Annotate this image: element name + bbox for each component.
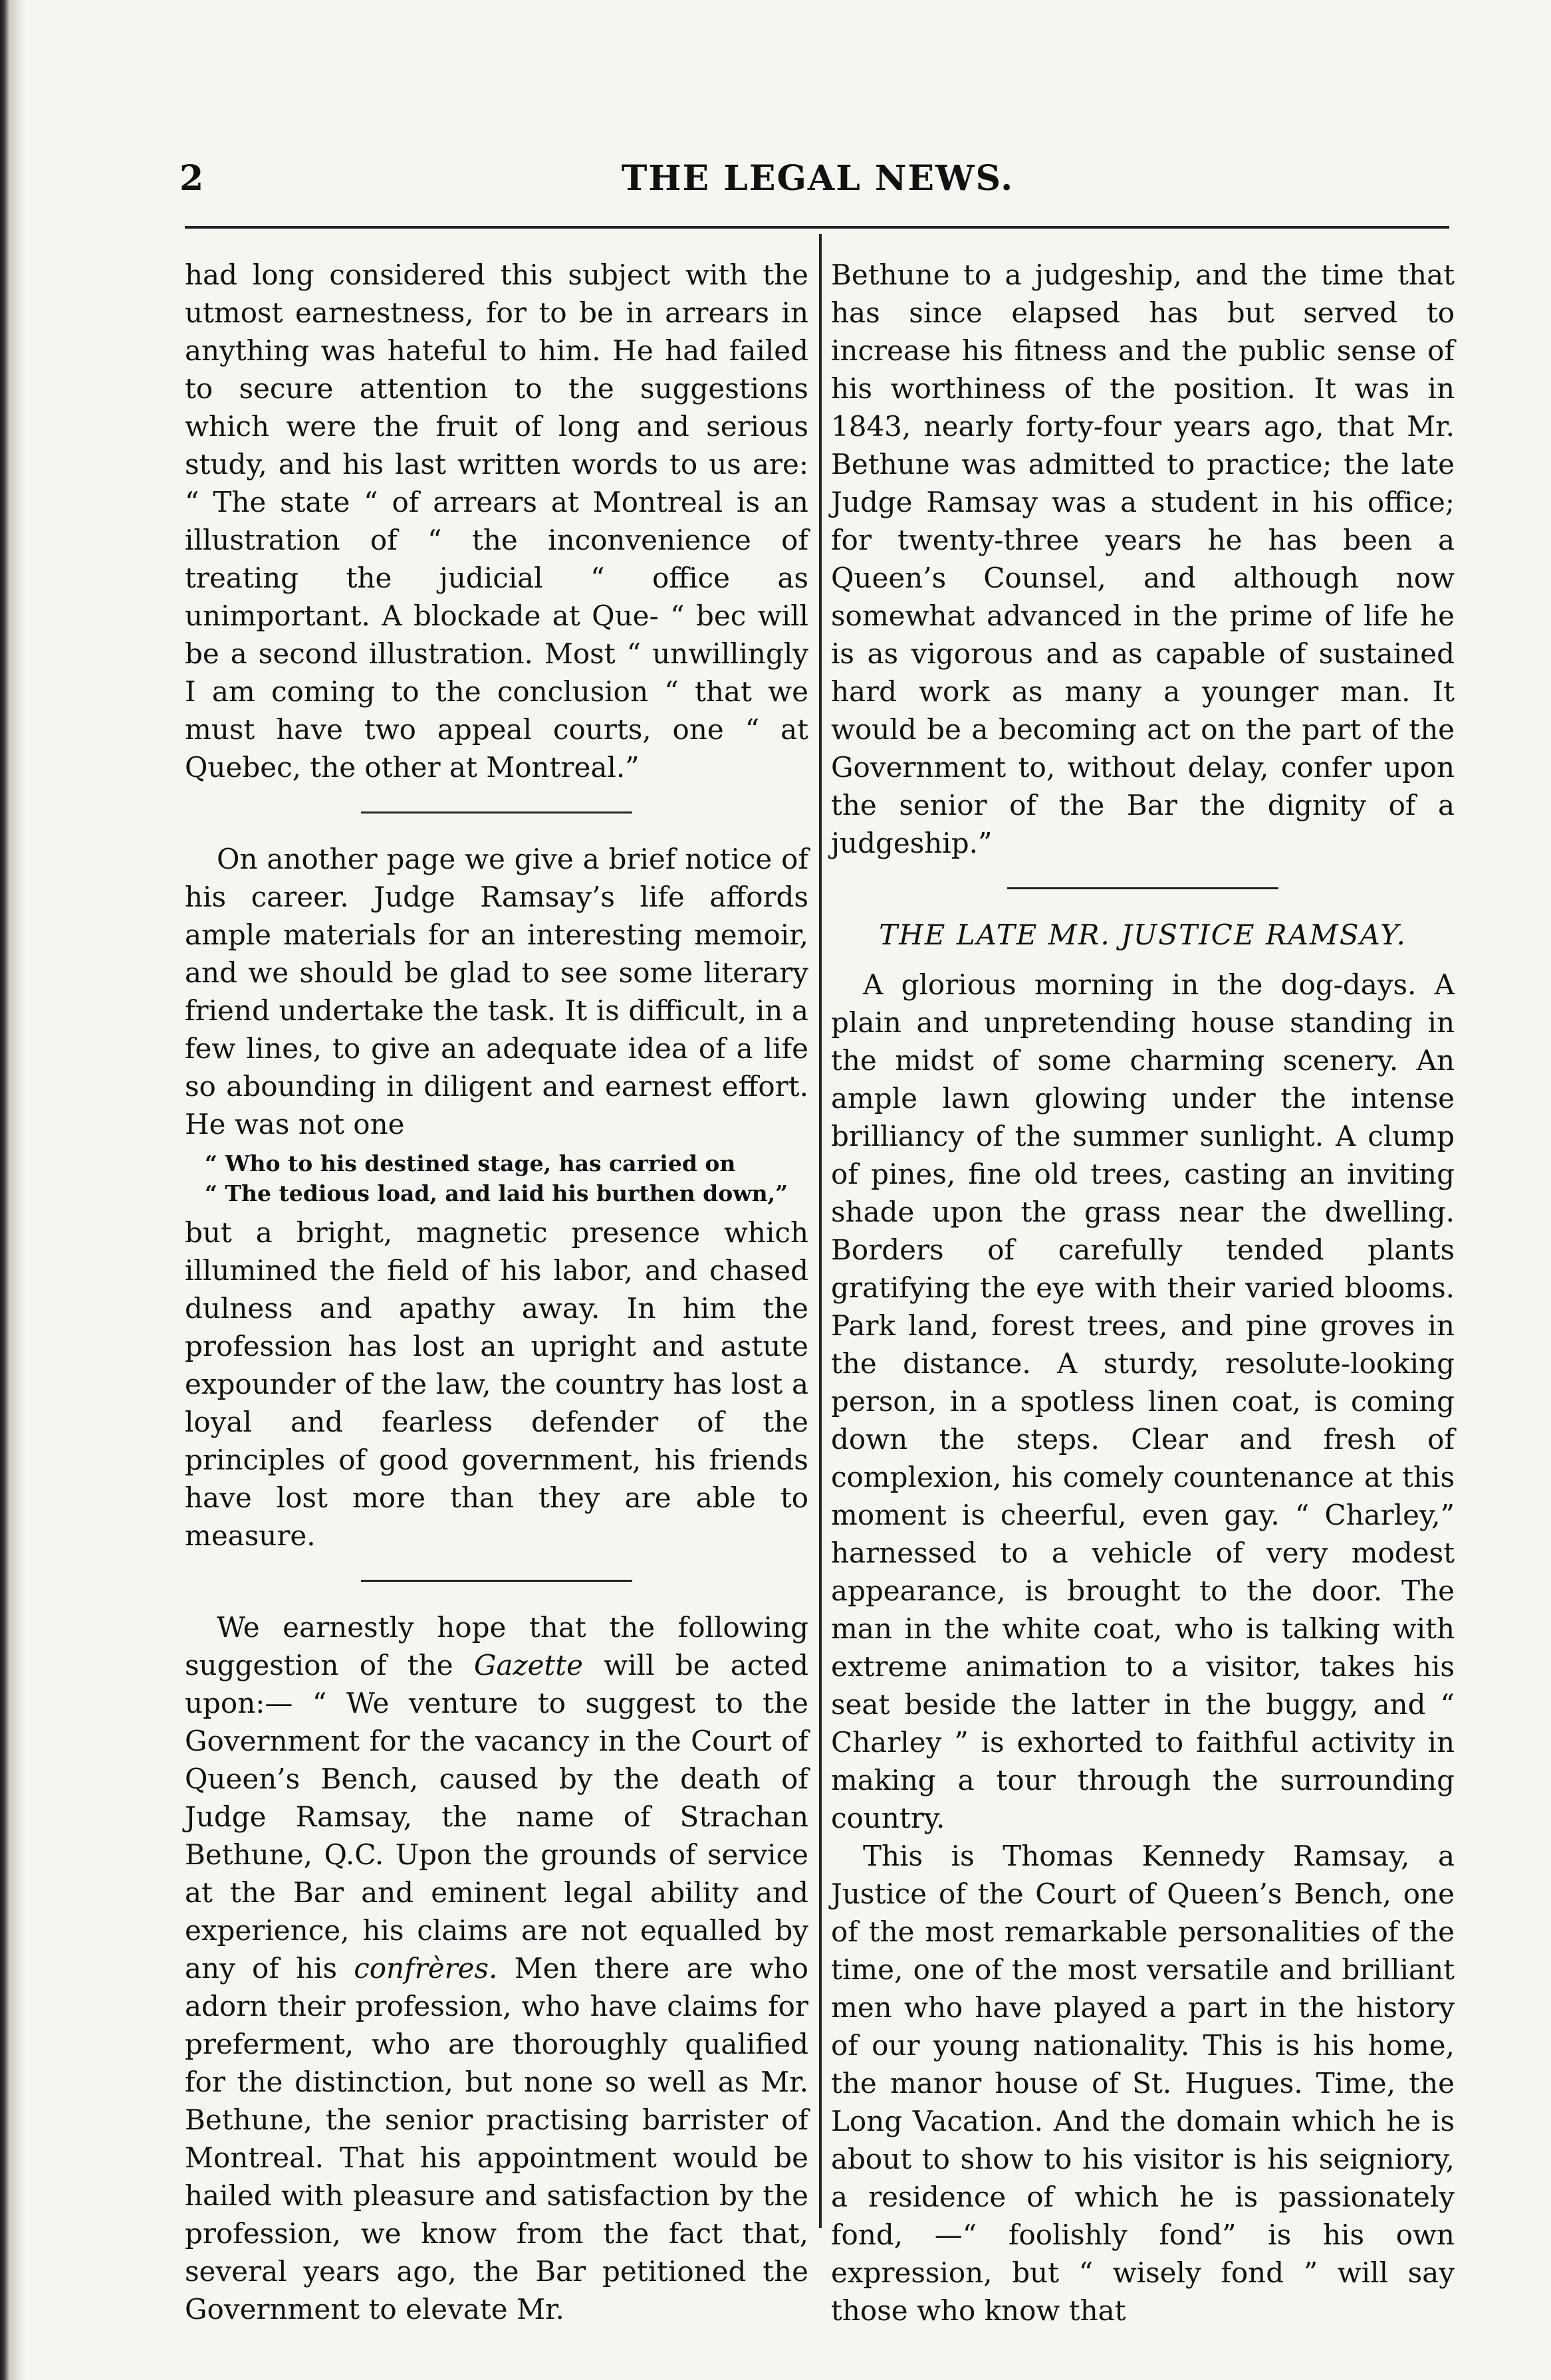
running-title: THE LEGAL NEWS. [621, 158, 1014, 199]
section-separator-rule [1007, 887, 1278, 889]
left-paragraph-1: had long considered this subject with the utmost earnestness, for to be in arrears in anything was hateful to him. He had failed to secure attention to the suggestions which were the fruit of long and serious study, and his last written words to us are: “ The state “ of arrears at Montreal is an illustration of “ the inconvenience of treating the judicial “ office as unimportant. A blockade at Que- “ bec will be a second illustration. Most “ unwillingly I am coming to the conclusion “ that we must have two appeal courts, one “ at Quebec, the other at Montreal.” [185, 259, 808, 784]
right-paragraph-1: Bethune to a judgeship, and the time that has since elapsed has but served to increase his fitness and the public sense of his worthiness of the position. It was in 1843, nearly forty-four years ago, that Mr. Bethune was admitted to practice; the late Judge Ramsay was a student in his office; for twenty-three years he has been a Queen’s Counsel, and although now somewhat advanced in the prime of life he is as vigorous and as capable of sustained hard work as many a younger man. It would be a becoming act on the part of the Government to, without delay, confer upon the senior of the Bar the dignity of a judgeship.” [831, 259, 1455, 859]
section-separator-rule [361, 811, 632, 813]
verse-line-1: “ Who to his destined stage, has carried on [205, 1150, 736, 1176]
section-separator-rule [361, 1580, 632, 1582]
page-binding-edge [0, 0, 25, 2380]
verse-quotation [205, 1148, 808, 1208]
right-paragraph-2: A glorious morning in the dog-days. A plain and unpretending house standing in the midst of some charming scenery. An ample lawn glowing under the intense brilliancy of the summer sunlight. A clump of pines, fine old trees, casting an inviting shade upon the grass near the dwelling. Borders of carefully tended plants gratifying the eye with their varied blooms. Park land, forest trees, and pine groves in the distance. A sturdy, resolute-looking person, in a spotless linen coat, is coming down the steps. Clear and fresh of complexion, his comely countenance at this moment is cheerful, even gay. “ Charley,” harnessed to a vehicle of very modest appearance, is brought to the door. The man in the white coat, who is talking with extreme animation to a visitor, takes his seat beside the latter in the buggy, and “ Charley ” is exhorted to faithful activity in making a tour through the surrounding country. [831, 968, 1455, 1834]
p4-text-a: We earnestly hope that the following suggestion of the [185, 1611, 808, 1681]
confreres-term: confrères. [354, 1952, 498, 1985]
left-column [185, 256, 808, 2328]
right-column [831, 256, 1455, 2329]
article-heading: THE LATE MR. JUSTICE RAMSAY. [879, 919, 1407, 951]
left-paragraph-3: but a bright, magnetic presence which illumined the field of his labor, and chased dulness and apathy away. In him the profession has lost an upright and astute expounder of the law, the country has lost a loyal and fearless defender of the principles of good government, his friends have lost more than they are able to measure. [185, 1216, 808, 1552]
page-number: 2 [179, 158, 204, 199]
page-header [179, 158, 1456, 205]
header-rule [185, 226, 1449, 229]
verse-line-2: “ The tedious load, and laid his burthen down,” [205, 1180, 788, 1206]
column-divider [819, 234, 822, 2228]
gazette-title: Gazette [473, 1649, 584, 1681]
left-paragraph-2: On another page we give a brief notice of his career. Judge Ramsay’s life affords ample materials for an interesting memoir, and we should be glad to see some literary friend undertake the task. It is difficult, in a few lines, to give an adequate idea of a life so abounding in diligent and earnest effort. He was not one [185, 843, 808, 1140]
p4-text-b: will be acted upon:— “ We venture to suggest to the Government for the vacancy in the Court of Queen’s Bench, caused by the death of Judge Ramsay, the name of Strachan Bethune, Q.C. Upon the grounds of service at the Bar and eminent legal ability and experience, his claims are not equalled by any of his [185, 1649, 808, 1985]
left-paragraph-4 [185, 1608, 808, 2328]
right-paragraph-3: This is Thomas Kennedy Ramsay, a Justice of the Court of Queen’s Bench, one of the most remarkable personalities of the time, one of the most versatile and brilliant men who have played a part in the history of our young nationality. This is his home, the manor house of St. Hugues. Time, the Long Vacation. And the domain which he is about to show to his visitor is his seigniory, a residence of which he is passionately fond, —“ foolishly fond” is his own expression, but “ wisely fond ” will say those who know that [831, 1840, 1455, 2327]
p4-text-c: Men there are who adorn their profession, who have claims for preferment, who are thoroughly qualified for the distinction, but none so well as Mr. Bethune, the senior practising barrister of Montreal. That his appointment would be hailed with pleasure and satisfaction by the profession, we know from the fact that, several years ago, the Bar petitioned the Government to elevate Mr. [185, 1952, 809, 2326]
